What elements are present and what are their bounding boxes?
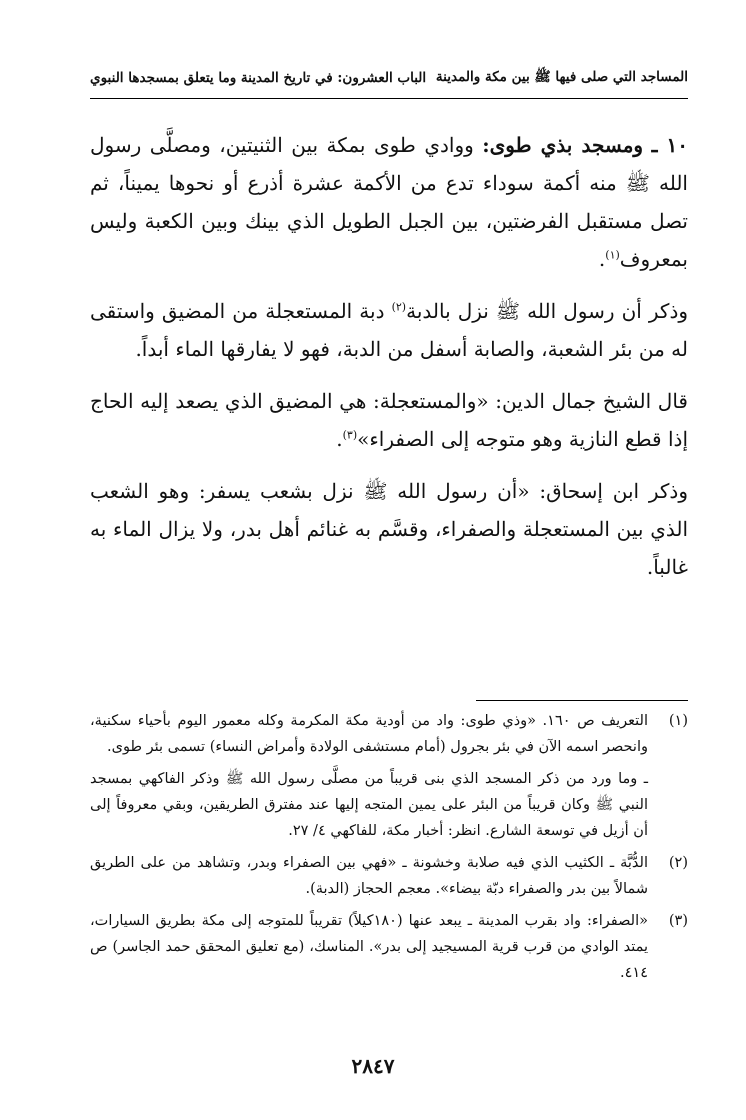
paragraph-text: وذكر أن رسول الله ﷺ نزل بالدبة (406, 299, 689, 323)
footnote-ref-3[interactable]: (٣) (342, 428, 358, 442)
page-number: ٢٨٤٧ (351, 1054, 395, 1078)
entry-heading: ومسجد بذي طوى: (482, 133, 644, 157)
paragraph-3 (90, 382, 688, 458)
footnote-text: «الصفراء: واد بقرب المدينة ـ يبعد عنها (١٨٠كيلاً) تقريباً للمتوجه إلى مكة بطريق السيارات، يمتد الوادي من قرب قرية المسيجيد إلى بدر». المناسك، (مع تعليق المحقق حمد الجاسر) ص ٤١٤. (90, 913, 648, 981)
paragraph-text: ووادي طوى بمكة بين الثنيتين، ومصلَّى رسول الله ﷺ منه أكمة سوداء تدع من الأكمة عشرة أذرع أو نحوها يميناً، ثم تصل مستقبل الفرضتين، بين الجبل الطويل الذي بينك وبين الكعبة وليس بمعروف (90, 133, 688, 271)
footnote-separator (476, 700, 688, 701)
footnote-ref-2[interactable]: (٢) (391, 300, 407, 314)
footnote-number: (١) (668, 713, 688, 729)
header-section-title: المساجد التي صلى فيها ﷺ بين مكة والمدينة (435, 69, 688, 85)
footnote-1 (90, 708, 688, 760)
paragraph-end: . (336, 427, 343, 451)
paragraph-end: . (598, 247, 606, 271)
paragraph-text: قال الشيخ جمال الدين: «والمستعجلة: هي المضيق الذي يصعد إليه الحاج إذا قطع النازية وهو متوجه إلى الصفراء» (90, 389, 688, 451)
paragraph-text: دبة المستعجلة من المضيق واستقى له من بئر الشعبة، والصابة أسفل من الدبة، فهو لا يفارقها الماء أبداً. (90, 299, 688, 361)
footnote-text: التعريف ص ١٦٠. «وذي طوى: واد من أودية مكة المكرمة وكله معمور اليوم بأحياء سكنية، وانحصر اسمه الآن في بئر بجرول (أمام مستشفى الولادة وأمراض النساء) تسمى بئر طوى. (90, 713, 648, 755)
footnote-ref-1[interactable]: (١) (605, 248, 620, 262)
paragraph-text: وذكر ابن إسحاق: «أن رسول الله ﷺ نزل بشعب يسفر: وهو الشعب الذي بين المستعجلة والصفراء، وقسَّم به غنائم أهل بدر، ولا يزال الماء به غالباً. (90, 479, 688, 579)
footnotes (90, 708, 688, 992)
footnote-number: (٣) (668, 913, 688, 929)
paragraph-1 (90, 126, 688, 278)
entry-number: ١٠ ـ (651, 133, 689, 157)
footnote-number: (٢) (668, 855, 688, 871)
paragraph-2 (90, 292, 688, 368)
paragraph-4 (90, 472, 688, 586)
header-chapter-title: الباب العشرون: في تاريخ المدينة وما يتعلق بمسجدها النبوي (90, 70, 427, 86)
footnote-text: الدُّبَّة ـ الكثيب الذي فيه صلابة وخشونة ـ «فهي بين الصفراء وبدر، وتشاهد من على الطريق شمالاً بين بدر والصفراء دبّة بيضاء». معجم الحجاز (الدبة). (90, 855, 648, 897)
footnote-2 (90, 850, 688, 902)
main-text (90, 126, 688, 600)
header-rule (90, 98, 688, 99)
footnote-3 (90, 908, 688, 986)
footnote-1-continuation: ـ وما ورد من ذكر المسجد الذي بنى قريباً من مصلَّى رسول الله ﷺ وذكر الفاكهي بمسجد النبي ﷺ وكان قريباً من البئر على يمين المتجه إليها عند مفترق الطريقين، وبقي معروفاً إلى أن أزيل في توسعة الشارع. انظر: أخبار مكة، للفاكهي ٤/ ٢٧. (90, 771, 648, 839)
running-header (90, 58, 688, 98)
